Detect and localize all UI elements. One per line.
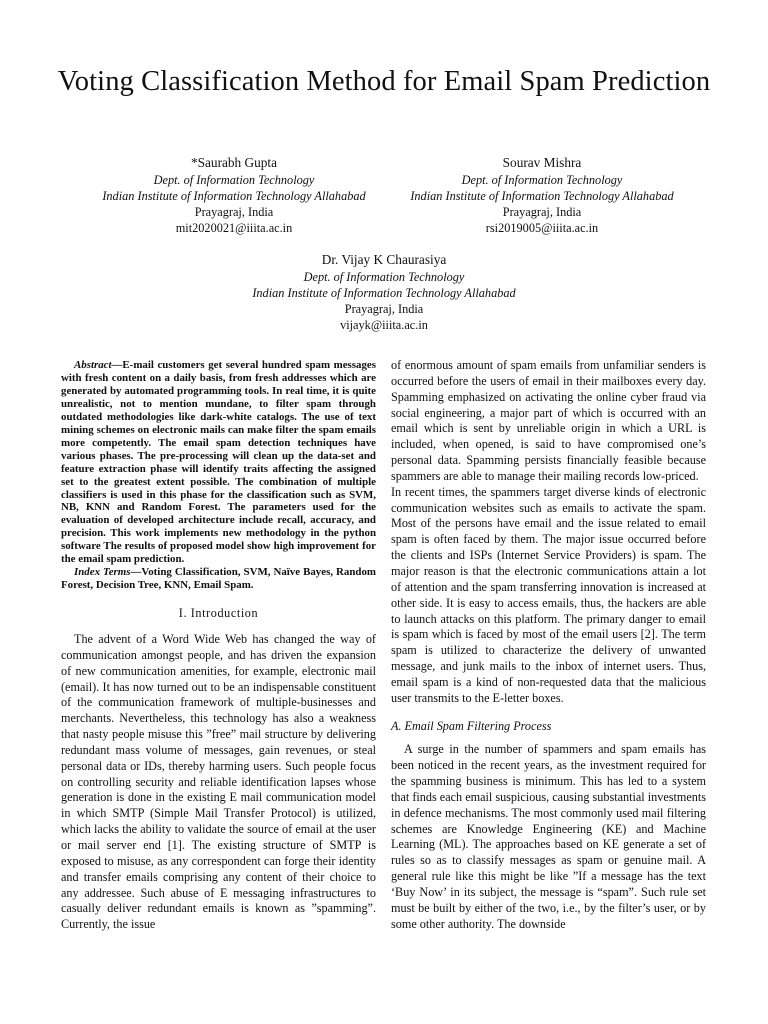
index-terms-label: Index Terms xyxy=(74,566,131,579)
body-paragraph: A surge in the number of spammers and spam emails has been noticed in the recent years, as the investment required for the spamming business is minimum. This has led to a system that finds each email suspicious, causing substantial investments in defence mechanisms. The most commonly used mail filtering schemes are Knowledge Engineering (KE) and Machine Learning (ML). The approaches based on KE generate a set of rules so as to classify messages as spam or genuine mail. A general rule like this might be like ”If a message has the text ‘Buy Now’ in its subject, the message is “spam”. Such rule set must be built by either of the two, i.e., by the filter’s user, or by some other authority. The downside xyxy=(391,742,706,931)
author-block-2 xyxy=(368,154,716,236)
author-location: Prayagraj, India xyxy=(344,302,424,316)
body-paragraph: of enormous amount of spam emails from unfamiliar senders is occurred before the users of email in their mailboxes every day. Spamming emphasized on activating the online cyber fraud via social engineering, a major part of which is occurred with an email which is sent by unreliable origin in which a URL is included, when opened, is said to have compromised one’s personal data. Spamming persists financially feasible because spammers are able to manage their mailing records low-priced. xyxy=(391,358,706,483)
author-email: vijayk@iiita.ac.in xyxy=(340,318,428,332)
author-dept: Dept. of Information Technology xyxy=(461,173,623,187)
subsection-heading: A. Email Spam Filtering Process xyxy=(391,718,552,733)
author-institute: Indian Institute of Information Technology Allahabad xyxy=(410,189,674,203)
abstract xyxy=(61,359,376,566)
left-column xyxy=(61,359,376,933)
author-block-3 xyxy=(200,251,568,333)
author-dept: Dept. of Information Technology xyxy=(153,173,315,187)
abstract-text: —E-mail customers get several hundred spam messages with fresh content on a daily basis, from fresh addresses which are generated by automated programming tools. In real time, it is quite unrealistic, not to mention mundane, to filter spam through outdated methodologies like dark-white catalogs. The use of text mining schemes on electronic mails can make filter the spam emails more competently. The email spam detection techniques have various phases. The pre-processing will clean up the data-set and feature extraction phase will identify traits affecting the assigned set to the greatest extent possible. The combination of multiple classifiers is used in this phase for the classification such as SVM, NB, KNN and Random Forest. The parameters used for the evaluation of developed architecture include recall, accuracy, and precision. This work implements new methodology in the python software The results of proposed model show high improvement for the email spam prediction. xyxy=(61,359,376,566)
author-name: *Saurabh Gupta xyxy=(190,155,278,170)
author-block-1 xyxy=(60,154,408,236)
author-institute: Indian Institute of Information Technology Allahabad xyxy=(252,286,516,300)
section-heading-introduction: I. Introduction xyxy=(178,606,259,621)
author-institute: Indian Institute of Information Technology Allahabad xyxy=(102,189,366,203)
right-column xyxy=(391,358,706,933)
author-email: rsi2019005@iiita.ac.in xyxy=(485,221,599,235)
author-dept: Dept. of Information Technology xyxy=(303,270,465,284)
index-terms-text: —Voting Classification, SVM, Naïve Bayes, Random Forest, Decision Tree, KNN, Email Spam. xyxy=(61,566,376,592)
author-name: Sourav Mishra xyxy=(502,155,582,170)
index-terms xyxy=(61,566,376,592)
abstract-label: Abstract xyxy=(74,359,112,371)
author-email: mit2020021@iiita.ac.in xyxy=(175,221,293,235)
author-location: Prayagraj, India xyxy=(502,205,582,219)
author-name: Dr. Vijay K Chaurasiya xyxy=(321,252,447,267)
body-paragraph: In recent times, the spammers target diverse kinds of electronic communication websites such as emails to activate the spam. Most of the persons have email and the issue related to email spam is often faced by them. The major issue occurred before the clients and ISPs (Internet Service Providers) is spam. The major reason is that the electronic communications attain a lot of attention and the spam transferring innovation is increased at other side. It is easy to access emails, thus, the hackers are able to launch attacks on this platform. The primary danger to email is spam which is faced by most of the email users [2]. The term spam is utilized to characterize the delivery of unwanted message, and junk mails to the inbox of internet users. Thus, email spam is a kind of non-requested data that the malicious user transmits to the E-letter boxes. xyxy=(391,484,706,705)
paper-title: Voting Classification Method for Email Spam Prediction xyxy=(57,66,711,97)
intro-paragraph: The advent of a Word Wide Web has changed the way of communication amongst people, and has driven the expansion of new communication amenities, for example, electronic mail (email). It has now turned out to be an indispensable constituent of the communication framework of multiple-businesses and merchants. Nevertheless, this technology has also a weakness that nasty people misuse this ”free” mail structure by delivering redundant mass volume of messages, gain revenues, or steal personal data or IDs, thereby harming users. Such people focus on controlling security and reliable identification lapses whose generation is done in the existing E mail communication model in which SMTP (Simple Mail Transfer Protocol) is utilized, which lacks the ability to validate the source of email at the user or mail server end [1]. The existing structure of SMTP is exposed to misuse, as any correspondent can forge their identity and transfer emails comprising any content of their choice to any addressee. Such abuse of E messaging infrastructures to casually deliver redundant emails is known as ”spamming”. Currently, the issue xyxy=(61,632,376,932)
author-location: Prayagraj, India xyxy=(194,205,274,219)
